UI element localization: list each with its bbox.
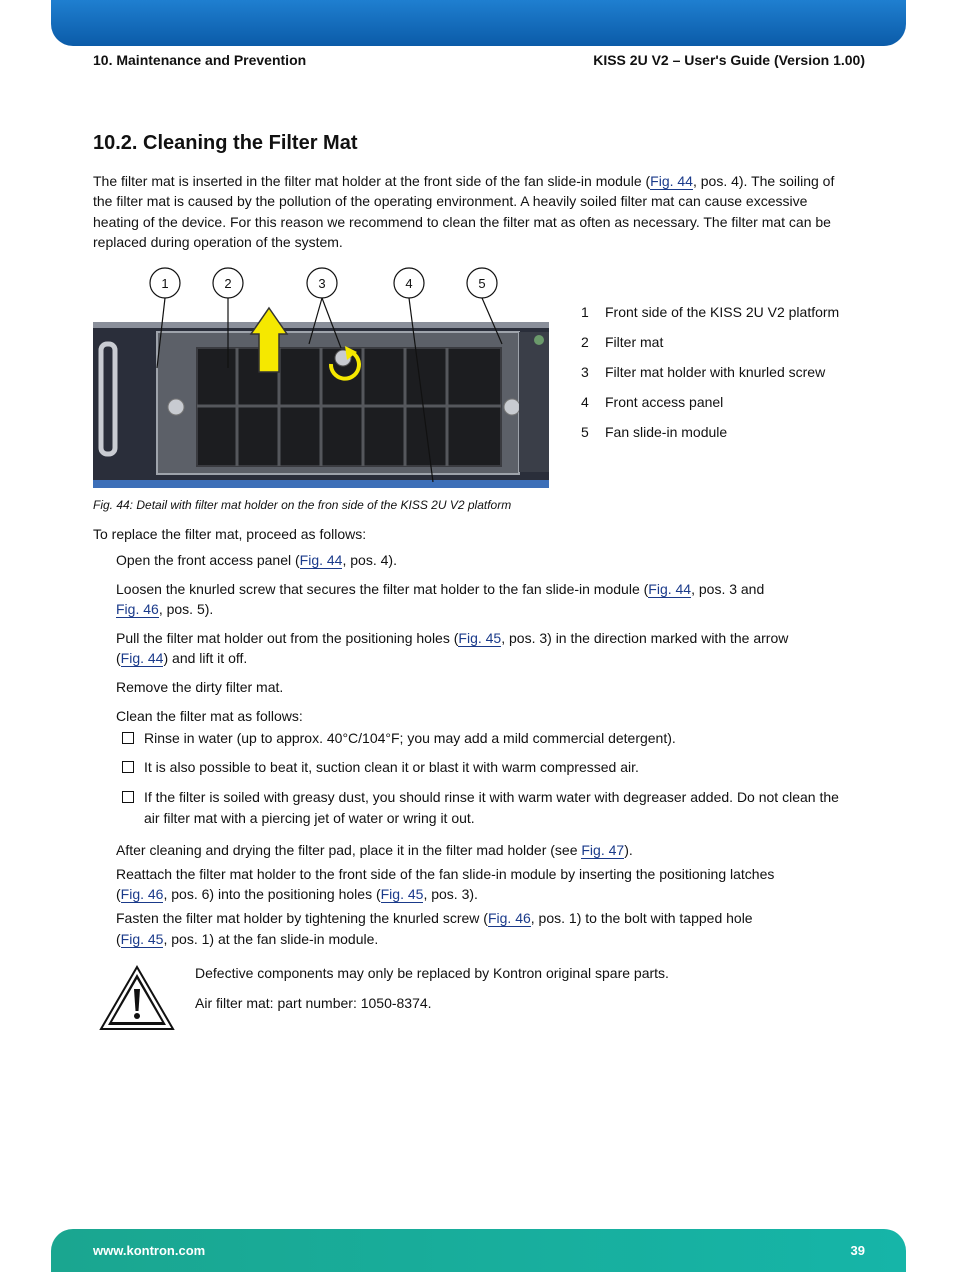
legend-item: 1 Front side of the KISS 2U V2 platform [581,304,840,320]
step: Open the front access panel (Fig. 44, pos. 4). [116,552,397,568]
callout-3: 3 [318,276,326,291]
callout-5: 5 [478,276,486,291]
legend-item: 4 Front access panel [581,394,724,410]
section-title: 10.2. Cleaning the Filter Mat [93,132,358,154]
sub-step: Rinse in water (up to approx. 40°C/104°F; you may add a mild commercial detergent). [144,730,676,746]
step: Remove the dirty filter mat. [116,679,284,695]
header-bar [51,0,906,46]
step: Loosen the knurled screw that secures the filter mat holder to the fan slide-in module (Fig. 44, pos. 3 and [116,581,765,597]
legend-item: 2 Filter mat [581,334,664,350]
procedure-intro: To replace the filter mat, proceed as follows: [93,526,367,542]
step: Clean the filter mat as follows: [116,708,303,724]
warning-icon [99,965,175,1031]
legend-item: 5 Fan slide-in module [581,424,728,440]
step: Reattach the filter mat holder to the front side of the fan slide-in module by inserting the positioning latches [116,866,775,882]
document-title: KISS 2U V2 – User's Guide (Version 1.00) [593,52,865,68]
warning-text: Defective components may only be replaced by Kontron original spare parts. [195,965,669,981]
footer-url[interactable]: www.kontron.com [93,1243,206,1258]
step: Pull the filter mat holder out from the positioning holes (Fig. 45, pos. 3) in the direction marked with the arrow [116,630,789,646]
fig-link[interactable]: Fig. 46 [120,886,164,902]
fig-link[interactable]: Fig. 44 [299,552,343,568]
fig-link[interactable]: Fig. 47 [581,842,625,858]
checkbox-bullet-icon [122,732,134,744]
fig-link[interactable]: Fig. 44 [648,581,692,597]
sub-step: If the filter is soiled with greasy dust, you should rinse it with warm water with degreaser added. Do not clean the [144,789,839,805]
checkbox-bullet-icon [122,791,134,803]
fig-link[interactable]: Fig. 44 [120,650,164,666]
chapter-title: 10. Maintenance and Prevention [93,52,307,68]
fig-link[interactable]: Fig. 45 [458,630,502,646]
page-number: 39 [850,1243,865,1258]
legend-item: 3 Filter mat holder with knurled screw [581,364,826,380]
fig-link[interactable]: Fig. 44 [650,173,693,189]
fig-link[interactable]: Fig. 45 [120,931,164,947]
callout-2: 2 [224,276,232,291]
figure-caption: Fig. 44: Detail with filter mat holder on the fron side of the KISS 2U V2 platform [93,498,512,512]
filter-mat-photo [93,260,549,490]
part-number-text: Air filter mat: part number: 1050-8374. [195,995,432,1011]
footer-bar [51,1229,906,1272]
figure-legend [581,304,839,454]
step: After cleaning and drying the filter pad, place it in the filter mad holder (see Fig. 47). [116,842,633,858]
fig-link[interactable]: Fig. 46 [116,601,159,617]
fig-link[interactable]: Fig. 45 [380,886,424,902]
checkbox-bullet-icon [122,761,134,773]
sub-step: It is also possible to beat it, suction clean it or blast it with warm compressed air. [144,759,639,775]
step: Fasten the filter mat holder by tightening the knurled screw (Fig. 46, pos. 1) to the bolt with tapped hole [116,910,753,926]
fig-link[interactable]: Fig. 46 [487,910,531,926]
callout-4: 4 [405,276,413,291]
callout-1: 1 [161,276,169,291]
